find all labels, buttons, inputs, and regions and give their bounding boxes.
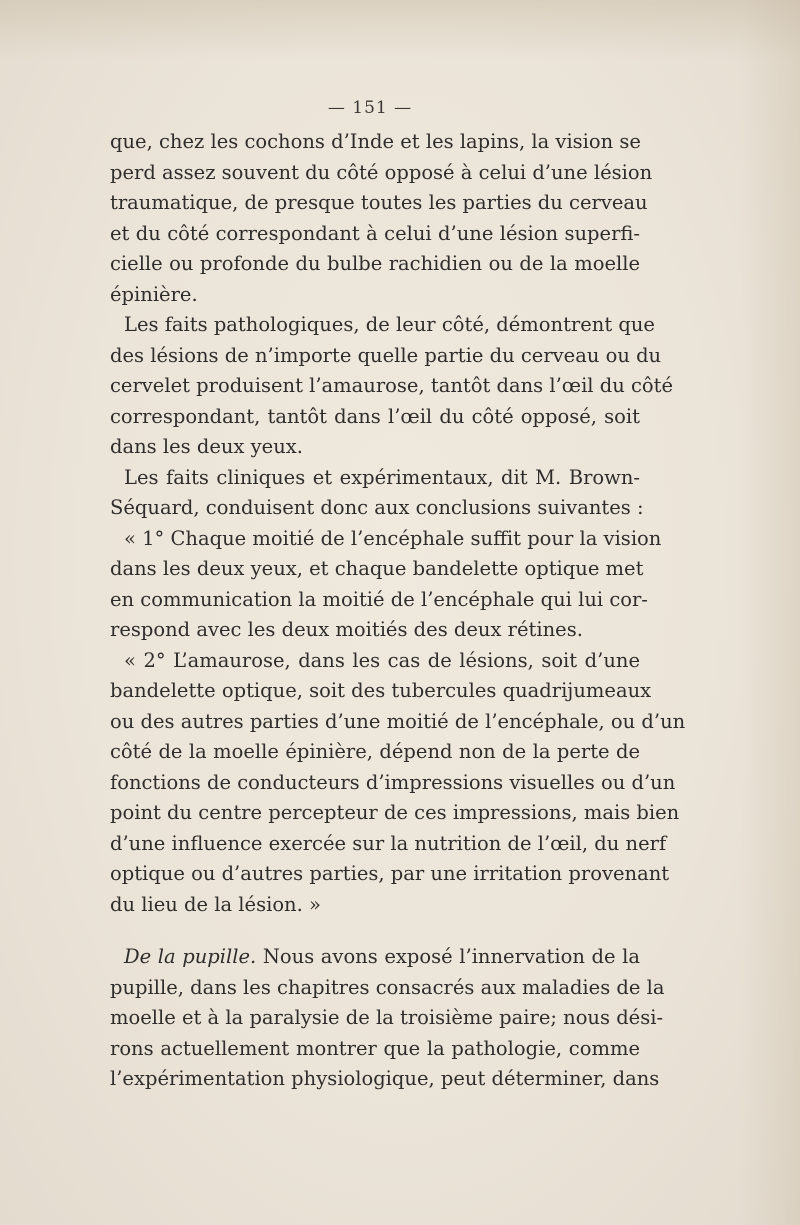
text-line: Les faits pathologiques, de leur côté, démontrent que xyxy=(124,313,655,336)
text-line: perd assez souvent du côté opposé à celui d’une lésion xyxy=(110,160,653,184)
text-line: du lieu de la lésion. » xyxy=(110,892,321,916)
paragraph-quote-1 xyxy=(110,524,662,646)
text-line: fonctions de conducteurs d’impressions visuelles ou d’un xyxy=(110,770,676,794)
text-line: que, chez les cochons d’Inde et les lapins, la vision se xyxy=(110,130,641,153)
page-number: — 151 — xyxy=(327,98,413,118)
text-line: l’expérimentation physiologique, peut déterminer, dans xyxy=(110,1067,660,1090)
text-line: bandelette optique, soit des tubercules quadrijumeaux xyxy=(110,679,652,702)
text-line: pupille, dans les chapitres consacrés aux maladies de la xyxy=(110,975,665,999)
text-line: en communication la moitié de l’encéphale qui lui cor- xyxy=(110,587,648,611)
paragraph-1 xyxy=(110,127,653,310)
section-first-line xyxy=(110,942,640,973)
text-line: dans les deux yeux, et chaque bandelette optique met xyxy=(110,557,644,580)
text-span: Nous avons exposé l’innervation de la xyxy=(262,945,641,968)
text-line: point du centre percepteur de ces impressions, mais bien xyxy=(110,801,680,824)
text-line: et du côté correspondant à celui d’une lésion superfi- xyxy=(110,221,640,245)
page-edge-stain-right xyxy=(740,0,800,1225)
text-line: ou des autres parties d’une moitié de l’encéphale, ou d’un xyxy=(110,709,686,733)
text-line: optique ou d’autres parties, par une irritation provenant xyxy=(110,862,670,885)
text-line: « 1° Chaque moitié de l’encéphale suffit pour la vision xyxy=(124,526,662,550)
text-line: cervelet produisent l’amaurose, tantôt dans l’œil du côté xyxy=(110,374,674,397)
paragraph-3 xyxy=(110,463,644,524)
text-line: correspondant, tantôt dans l’œil du côté opposé, soit xyxy=(110,404,640,428)
text-line: dans les deux yeux. xyxy=(110,435,303,458)
text-line: respond avec les deux moitiés des deux rétines. xyxy=(110,618,583,641)
body-text xyxy=(110,127,686,1095)
text-line: cielle ou profonde du bulbe rachidien ou de la moelle xyxy=(110,252,640,275)
text-line: côté de la moelle épinière, dépend non de la perte de xyxy=(110,740,640,763)
text-line: Séquard, conduisent donc aux conclusions suivantes : xyxy=(110,496,644,519)
text-line: « 2° L’amaurose, dans les cas de lésions, soit d’une xyxy=(124,648,640,672)
text-line: moelle et à la paralysie de la troisième paire; nous dési- xyxy=(110,1006,664,1029)
text-line: Les faits cliniques et expérimentaux, dit M. Brown- xyxy=(124,465,640,489)
section-pupille xyxy=(110,942,665,1095)
section-spacer xyxy=(110,920,640,942)
section-heading: De la pupille. xyxy=(124,945,257,968)
text-line: traumatique, de presque toutes les parties du cerveau xyxy=(110,191,648,214)
text-line: épinière. xyxy=(110,282,198,306)
paragraph-quote-2 xyxy=(110,646,686,921)
text-line: des lésions de n’importe quelle partie du cerveau ou du xyxy=(110,343,662,367)
text-line: rons actuellement montrer que la pathologie, comme xyxy=(110,1036,640,1060)
page-edge-stain-top xyxy=(0,0,800,60)
text-line: d’une influence exercée sur la nutrition de l’œil, du nerf xyxy=(110,831,667,855)
paragraph-2 xyxy=(110,310,674,463)
